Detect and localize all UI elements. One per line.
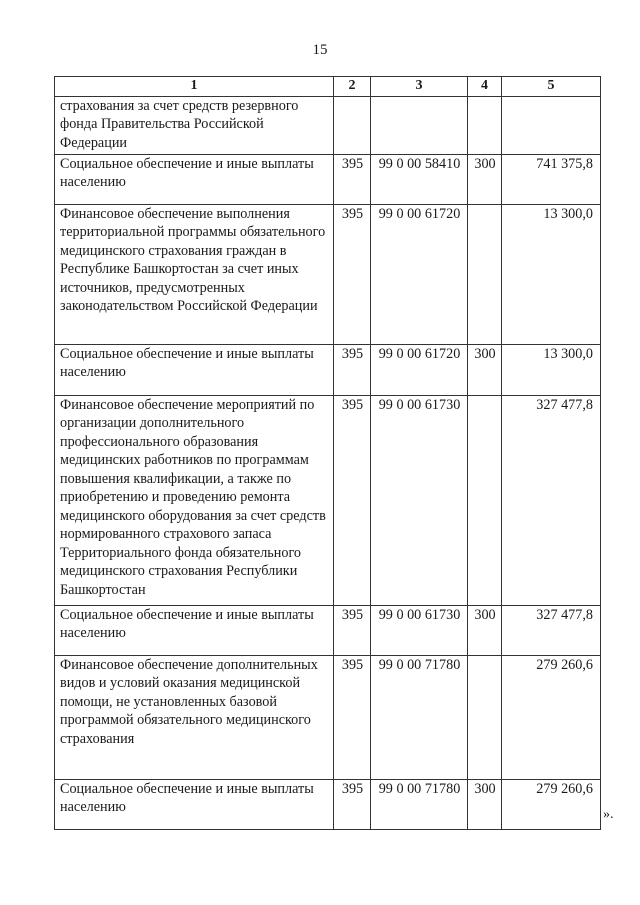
- row-type-cell: [468, 204, 502, 344]
- row-type-cell: [468, 655, 502, 779]
- row-name-cell: Социальное обеспечение и иные выплаты населению: [55, 779, 334, 829]
- row-name-cell: Социальное обеспечение и иные выплаты населению: [55, 344, 334, 395]
- row-name-cell: Социальное обеспечение и иные выплаты населению: [55, 154, 334, 204]
- row-code-cell: 99 0 00 61730: [371, 605, 468, 655]
- budget-table: [54, 76, 601, 830]
- row-amount-cell: 741 375,8: [502, 154, 601, 204]
- row-section-cell: [334, 96, 371, 154]
- table-row: [55, 154, 601, 204]
- table-row: [55, 779, 601, 829]
- column-header-amount: 5: [502, 77, 601, 97]
- row-amount-cell: 279 260,6: [502, 779, 601, 829]
- row-type-cell: 300: [468, 605, 502, 655]
- row-amount-cell: 327 477,8: [502, 395, 601, 605]
- row-type-cell: [468, 395, 502, 605]
- row-name-cell: Финансовое обеспечение дополнительных видов и условий оказания медицинской помощи, не установленных базовой программой обязательного медицинского страхования: [55, 655, 334, 779]
- row-section-cell: 395: [334, 154, 371, 204]
- row-section-cell: 395: [334, 204, 371, 344]
- row-section-cell: 395: [334, 655, 371, 779]
- table-row: [55, 655, 601, 779]
- row-section-cell: 395: [334, 779, 371, 829]
- column-header-type: 4: [468, 77, 502, 97]
- row-type-cell: 300: [468, 779, 502, 829]
- row-type-cell: 300: [468, 344, 502, 395]
- row-amount-cell: 279 260,6: [502, 655, 601, 779]
- row-name-cell: Финансовое обеспечение мероприятий по организации дополнительного профессионального образования медицинских работников по программам повышения квалификации, а также по приобретению и проведению ремонта медицинского оборудования за счет средств нормированного страхового запаса Территориального фонда обязательного медицинского страхования Республики Башкортостан: [55, 395, 334, 605]
- column-header-section: 2: [334, 77, 371, 97]
- row-name-cell: Социальное обеспечение и иные выплаты населению: [55, 605, 334, 655]
- row-type-cell: [468, 96, 502, 154]
- table-row: [55, 204, 601, 344]
- row-code-cell: 99 0 00 61720: [371, 204, 468, 344]
- row-section-cell: 395: [334, 605, 371, 655]
- page-number: 15: [312, 42, 328, 58]
- row-name-cell: Финансовое обеспечение выполнения территориальной программы обязательного медицинского страхования граждан в Республике Башкортостан за счет иных источников, предусмотренных законодательством Российской Федерации: [55, 204, 334, 344]
- row-name-cell: страхования за счет средств резервного фонда Правительства Российской Федерации: [55, 96, 334, 154]
- row-section-cell: 395: [334, 344, 371, 395]
- table-header-row: [55, 77, 601, 97]
- row-code-cell: 99 0 00 71780: [371, 655, 468, 779]
- closing-quote-mark: ».: [603, 807, 614, 822]
- table-row: [55, 344, 601, 395]
- row-code-cell: 99 0 00 61730: [371, 395, 468, 605]
- row-code-cell: 99 0 00 61720: [371, 344, 468, 395]
- table-row: [55, 605, 601, 655]
- row-amount-cell: [502, 96, 601, 154]
- row-code-cell: [371, 96, 468, 154]
- row-code-cell: 99 0 00 58410: [371, 154, 468, 204]
- column-header-name: 1: [55, 77, 334, 97]
- table-row: [55, 395, 601, 605]
- column-header-code: 3: [371, 77, 468, 97]
- table-row: [55, 96, 601, 154]
- row-amount-cell: 13 300,0: [502, 344, 601, 395]
- row-type-cell: 300: [468, 154, 502, 204]
- row-amount-cell: 13 300,0: [502, 204, 601, 344]
- row-code-cell: 99 0 00 71780: [371, 779, 468, 829]
- row-amount-cell: 327 477,8: [502, 605, 601, 655]
- row-section-cell: 395: [334, 395, 371, 605]
